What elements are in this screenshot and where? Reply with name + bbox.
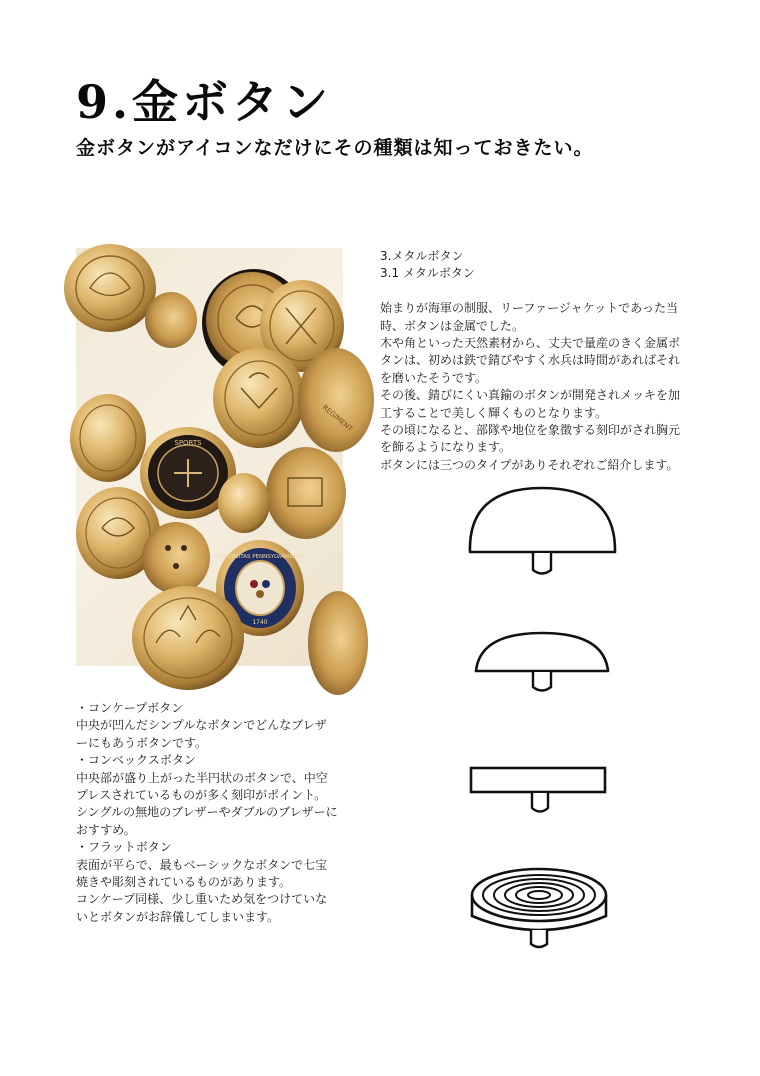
button-type-description: 表面が平らで、最もベーシックなボタンで七宝焼きや彫刻されているものがあります。	[76, 857, 328, 890]
page-title: 9.金ボタン	[76, 75, 333, 129]
intro-paragraph: 木や角といった天然素材から、丈夫で量産のきく金属ボタンは、初めは鉄で錆びやすく水兵は時間があればそれを磨いたそうです。	[380, 336, 681, 385]
button-type-description: 中央部が盛り上がった半円状のボタンで、中空プレスされているものが多く刻印がポイント。	[76, 770, 328, 803]
intro-paragraph: 始まりが海軍の制服、リーファージャケットであった当時、ボタンは金属でした。	[380, 301, 678, 333]
subsection-heading: 3.1 メタルボタン	[380, 266, 475, 281]
low-dome-button-diagram	[466, 625, 616, 700]
button-type-description: 中央が凹んだシンプルなボタンでどんなブレザーにもあうボタンです。	[76, 718, 327, 750]
intro-paragraph: その後、錆びにくい真鍮のボタンが開発されメッキを加工することで美しく輝くものとなります。	[380, 388, 681, 420]
button-type-title: ・コンケープボタン	[76, 701, 184, 715]
coin-text-university: UNIVERSITAS PENNSYLVANIENSIS	[214, 554, 306, 560]
coin-text-year: 1740	[252, 619, 268, 626]
intro-paragraph: その頃になると、部隊や地位を象徴する刻印がされ胸元を飾るようになります。	[380, 423, 681, 455]
coin-text-regiment: REGIMENT	[320, 403, 355, 434]
metal-button-intro	[380, 248, 680, 480]
page-subtitle: 金ボタンがアイコンなだけにその種類は知っておきたい。	[76, 137, 594, 159]
coin-text-sports: SPORTS	[174, 439, 202, 447]
dome-button-diagram	[460, 480, 625, 580]
section-heading: 3.メタルボタン	[380, 249, 464, 263]
button-type-description: コンケープ同様、少し重いため気をつけていないとボタンがお辞儀してしまいます。	[76, 892, 328, 924]
button-type-title: ・フラットボタン	[76, 840, 172, 855]
button-type-description: シングルの無地のブレザーやダブルのブレザーにおすすめ。	[76, 805, 338, 837]
intro-paragraph: ボタンには三つのタイプがありそれぞれご紹介します。	[380, 457, 679, 472]
button-type-title: ・コンベックスボタン	[76, 753, 196, 768]
engraved-button-diagram	[462, 860, 617, 955]
coin-shapes	[64, 244, 374, 695]
flat-button-diagram	[464, 760, 614, 825]
gold-buttons-photo	[76, 248, 355, 666]
button-types-list	[76, 700, 338, 926]
